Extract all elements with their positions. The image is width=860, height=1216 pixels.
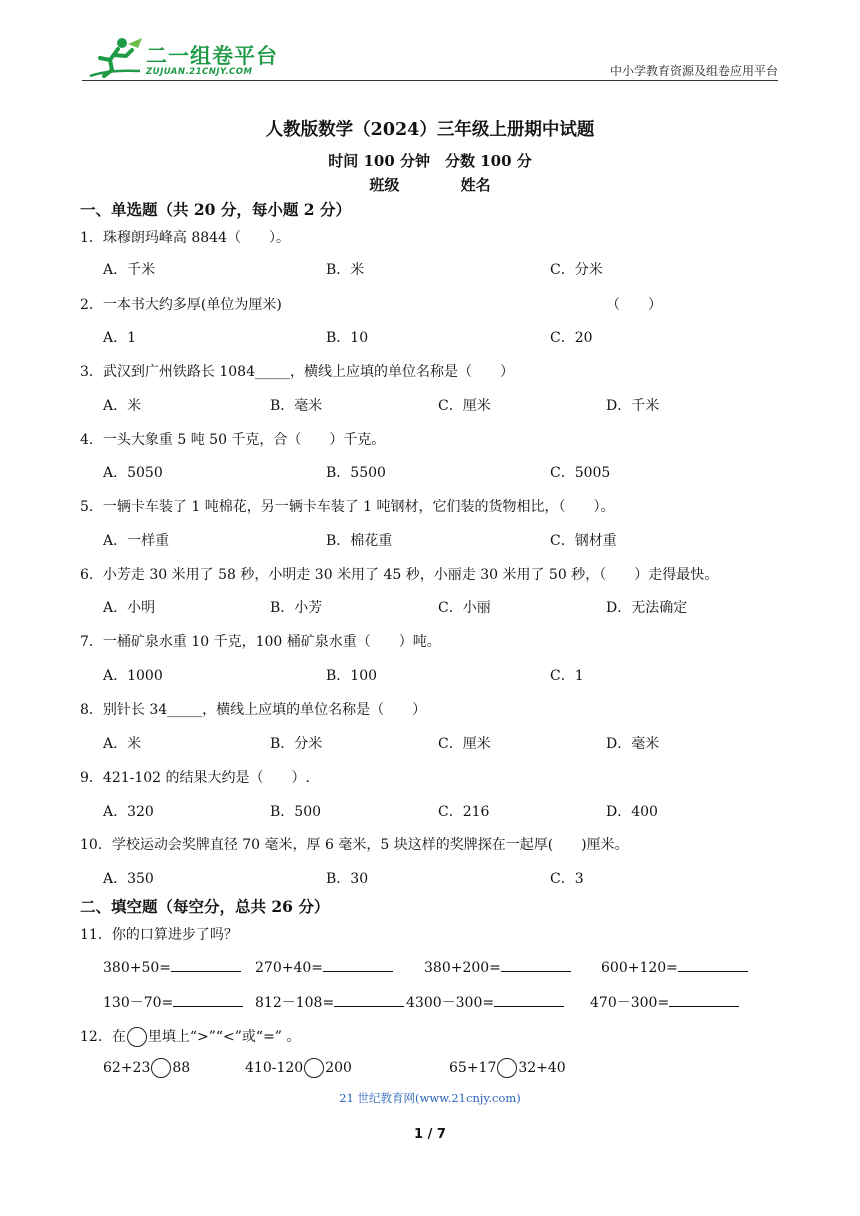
- question-8: 8．别针长 34_____，横线上应填的单位名称是（ ）: [80, 702, 427, 718]
- compare-circle-blank[interactable]: [151, 1058, 171, 1078]
- answer-blank[interactable]: [334, 994, 404, 1007]
- q7-option-b: B．100: [326, 668, 378, 684]
- compare-item: [449, 1058, 566, 1078]
- q8-option-c: C．厘米: [438, 736, 491, 752]
- answer-blank[interactable]: [323, 959, 393, 972]
- q3-option-d: D．千米: [606, 398, 660, 414]
- question-9: 9．421-102 的结果大约是（ ）.: [80, 770, 310, 786]
- question-1: 1．珠穆朗玛峰高 8844（ ）。: [80, 230, 290, 246]
- q5-option-b: B．棉花重: [326, 533, 393, 549]
- compare-circle-blank[interactable]: [497, 1058, 517, 1078]
- answer-blank[interactable]: [494, 994, 564, 1007]
- answer-blank[interactable]: [669, 994, 739, 1007]
- q6-option-b: B．小芳: [270, 600, 323, 616]
- calc-item: [601, 959, 748, 976]
- answer-blank[interactable]: [678, 959, 748, 972]
- question-10: 10．学校运动会奖牌直径 70 毫米，厚 6 毫米，5 块这样的奖牌探在一起厚( )厘米。: [80, 837, 629, 853]
- calc-item: [103, 959, 241, 976]
- q4-option-a: A．5050: [103, 465, 163, 481]
- header-divider: [82, 80, 778, 81]
- question-5: 5．一辆卡车装了 1 吨棉花，另一辆卡车装了 1 吨钢材，它们装的货物相比，（ ）。: [80, 499, 615, 515]
- q5-option-c: C．钢材重: [550, 533, 617, 549]
- calc-item: [255, 992, 404, 1012]
- class-name-line: [0, 174, 860, 195]
- q2-answer-paren: （ ）: [606, 297, 662, 313]
- q4-option-b: B．5500: [326, 465, 386, 481]
- calc-expression: 4300－300=: [406, 995, 495, 1011]
- calc-expression: 812－108=: [255, 995, 335, 1011]
- calc-item: [424, 959, 571, 976]
- section-heading-2: 二、填空题（每空分，总共 26 分）: [80, 897, 330, 916]
- q2-option-c: C．20: [550, 330, 593, 346]
- q5-option-a: A．一样重: [103, 533, 170, 549]
- answer-blank[interactable]: [171, 959, 241, 972]
- calc-item: [103, 992, 243, 1012]
- page-number: 1 / 7: [414, 1127, 446, 1142]
- compare-left: 62+23: [103, 1060, 151, 1076]
- q1-option-a: A．千米: [103, 262, 156, 278]
- logo-subtext: ZUJUAN.21CNJY.COM: [146, 67, 253, 77]
- runner-logo-icon: [82, 34, 146, 82]
- name-label: 姓名: [460, 176, 491, 194]
- compare-circle-blank[interactable]: [304, 1058, 324, 1078]
- section-heading-1: 一、单选题（共 20 分，每小题 2 分）: [80, 200, 351, 219]
- question-2: 2．一本书大约多厚(单位为厘米): [80, 297, 282, 313]
- q9-option-d: D．400: [606, 804, 658, 820]
- question-12: [80, 1026, 300, 1047]
- compare-left: 65+17: [449, 1060, 497, 1076]
- q6-option-d: D．无法确定: [606, 600, 688, 616]
- q10-option-c: C．3: [550, 871, 584, 887]
- q1-option-c: C．分米: [550, 262, 603, 278]
- answer-blank[interactable]: [173, 994, 243, 1007]
- calc-item: [406, 992, 564, 1012]
- q12-text-after: 里填上“>”“<”或“=” 。: [147, 1029, 301, 1045]
- q3-option-b: B．毫米: [270, 398, 323, 414]
- question-4: 4．一头大象重 5 吨 50 千克，合（ ）千克。: [80, 432, 386, 448]
- compare-circle-icon: [127, 1027, 147, 1047]
- calc-expression: 380+200=: [424, 960, 501, 976]
- calc-expression: 270+40=: [255, 960, 323, 976]
- q8-option-a: A．米: [103, 736, 142, 752]
- q2-option-b: B．10: [326, 330, 369, 346]
- calc-expression: 600+120=: [601, 960, 678, 976]
- compare-right: 88: [172, 1060, 191, 1076]
- compare-right: 32+40: [518, 1060, 566, 1076]
- q10-option-a: A．350: [103, 871, 154, 887]
- question-11: 11．你的口算进步了吗？: [80, 927, 238, 943]
- q9-option-b: B．500: [270, 804, 322, 820]
- q3-option-a: A．米: [103, 398, 142, 414]
- exam-subtitle: 时间 100 分钟 分数 100 分: [328, 152, 532, 170]
- question-3: 3．武汉到广州铁路长 1084_____，横线上应填的单位名称是（ ）: [80, 364, 514, 380]
- compare-left: 410-120: [245, 1060, 304, 1076]
- exam-title: 人教版数学（2024）三年级上册期中试题: [265, 120, 595, 140]
- footer-source-link[interactable]: 21 世纪教育网(www.21cnjy.com): [339, 1091, 521, 1105]
- q6-option-c: C．小丽: [438, 600, 491, 616]
- calc-expression: 470－300=: [590, 995, 670, 1011]
- q9-option-a: A．320: [103, 804, 154, 820]
- question-7: 7．一桶矿泉水重 10 千克，100 桶矿泉水重（ ）吨。: [80, 634, 441, 650]
- q7-option-a: A．1000: [103, 668, 163, 684]
- q7-option-c: C．1: [550, 668, 584, 684]
- calc-expression: 380+50=: [103, 960, 171, 976]
- calc-expression: 130－70=: [103, 995, 174, 1011]
- q4-option-c: C．5005: [550, 465, 611, 481]
- q3-option-c: C．厘米: [438, 398, 491, 414]
- question-6: 6．小芳走 30 米用了 58 秒，小明走 30 米用了 45 秒，小丽走 30 米用了 50 秒，（ ）走得最快。: [80, 567, 719, 583]
- header-platform-text: 中小学教育资源及组卷应用平台: [609, 64, 778, 78]
- logo-text: 二一组卷平台: [146, 44, 278, 68]
- q12-text: 12．在: [80, 1029, 126, 1045]
- q2-option-a: A．1: [103, 330, 137, 346]
- q1-option-b: B．米: [326, 262, 365, 278]
- q9-option-c: C．216: [438, 804, 490, 820]
- calc-item: [590, 992, 739, 1012]
- q8-option-b: B．分米: [270, 736, 323, 752]
- compare-item: [245, 1058, 352, 1078]
- q10-option-b: B．30: [326, 871, 369, 887]
- answer-blank[interactable]: [501, 959, 571, 972]
- q8-option-d: D．毫米: [606, 736, 660, 752]
- class-label: 班级: [369, 176, 400, 194]
- q6-option-a: A．小明: [103, 600, 156, 616]
- compare-item: [103, 1058, 190, 1078]
- calc-item: [255, 959, 393, 976]
- compare-right: 200: [325, 1060, 352, 1076]
